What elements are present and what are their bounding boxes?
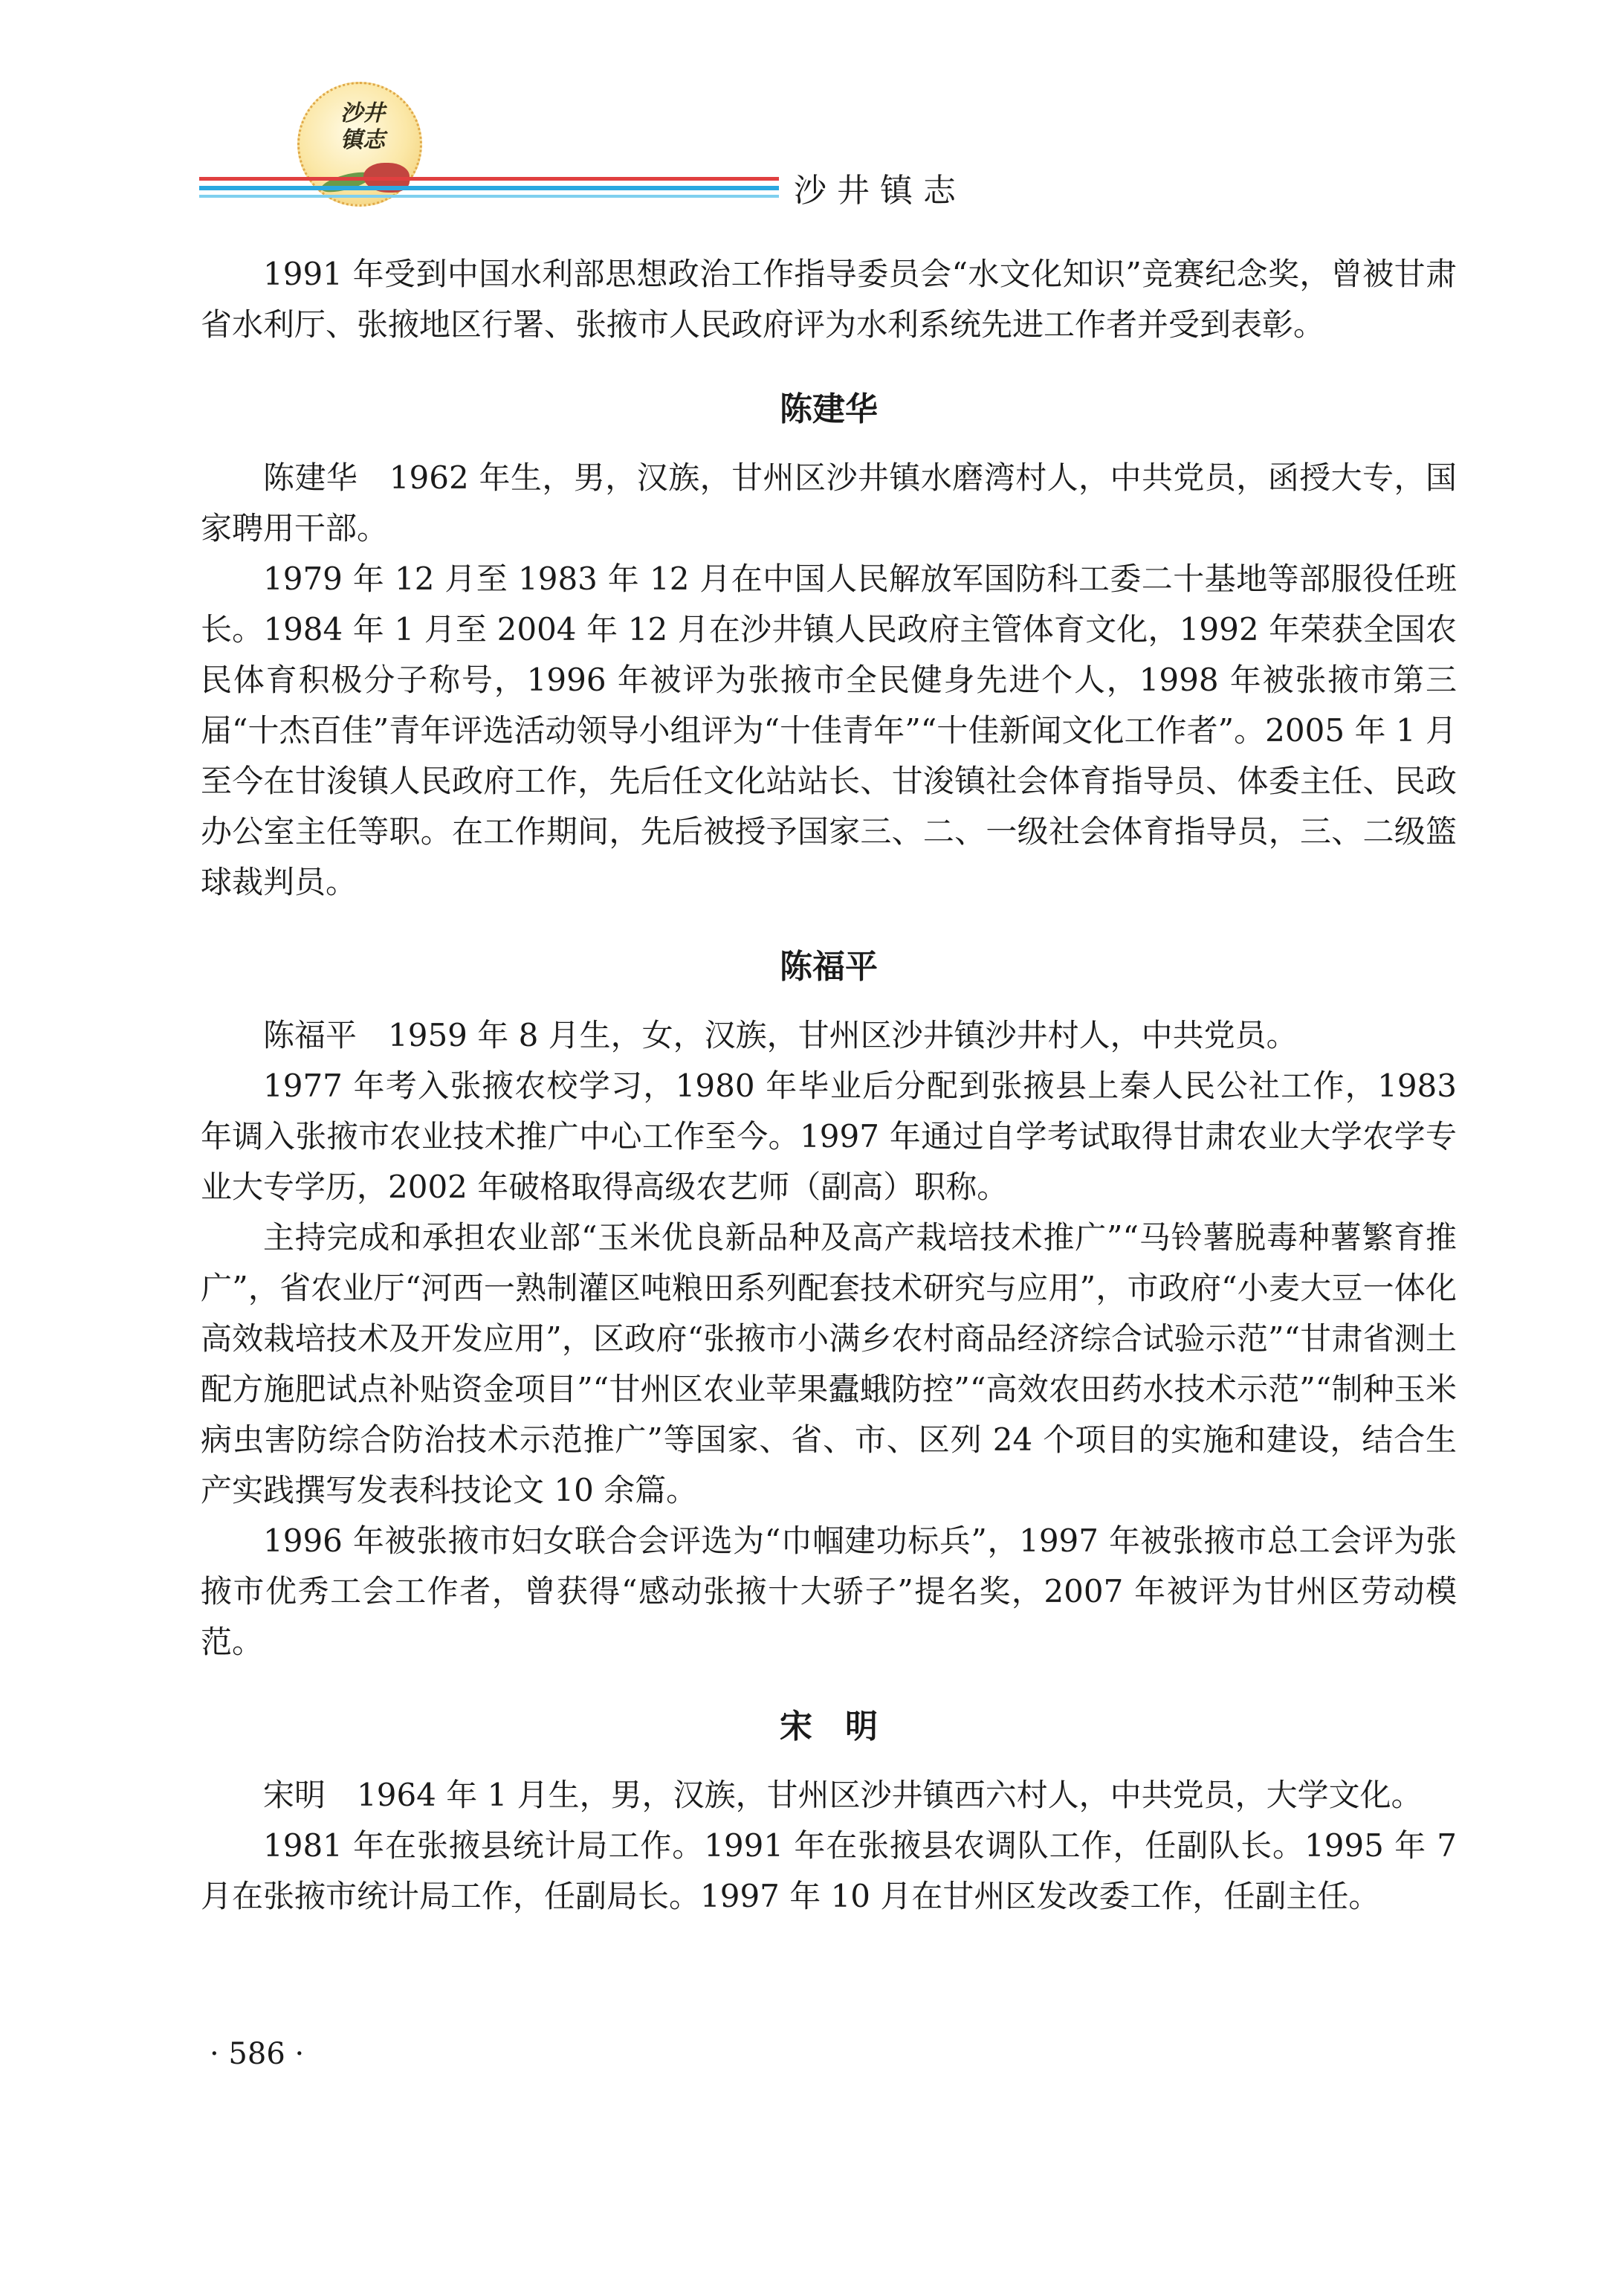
- body-paragraph: 陈福平 1959 年 8 月生，女，汉族，甘州区沙井镇沙井村人，中共党员。: [263, 1017, 1298, 1053]
- body-paragraph: 宋明 1964 年 1 月生，男，汉族，甘州区沙井镇西六村人，中共党员，大学文化。: [263, 1777, 1423, 1813]
- body-paragraph: 1991 年受到中国水利部思想政治工作指导委员会“水文化知识”竞赛纪念奖，曾被甘肃省水利厅、张掖地区行署、张掖市人民政府评为水利系统先进工作者并受到表彰。: [201, 256, 1457, 343]
- body-paragraph: 1996 年被张掖市妇女联合会评选为“巾帼建功标兵”，1997 年被张掖市总工会评为张掖市优秀工会工作者，曾获得“感动张掖十大骄子”提名奖，2007 年被评为甘州区劳动模范。: [201, 1522, 1457, 1660]
- logo-lettering: 沙井 镇志: [340, 100, 385, 153]
- running-title: 沙井镇志: [794, 172, 966, 210]
- body-paragraph: 1979 年 12 月至 1983 年 12 月在中国人民解放军国防科工委二十基地等部服役任班长。1984 年 1 月至 2004 年 12 月在沙井镇人民政府主管体育文化，1992 年荣获全国农民体育积极分子称号，1996 年被评为张掖市全民健身先进个人，1998 年被张掖市第三届“十杰百佳”青年评选活动领导小组评为“十佳青年”“十佳新闻文化工作者”。2005 年 1 月至今在甘浚镇人民政府工作，先后任文化站站长、甘浚镇社会体育指导员、体委主任、民政办公室主任等职。在工作期间，先后被授予国家三、二、一级社会体育指导员，三、二级篮球裁判员。: [201, 561, 1457, 900]
- header-rule-light-blue: [199, 195, 779, 198]
- body-paragraph: 陈建华 1962 年生，男，汉族，甘州区沙井镇水磨湾村人，中共党员，函授大专，国家聘用干部。: [201, 459, 1457, 546]
- page-header: [0, 0, 1624, 223]
- person-heading: 陈建华: [780, 390, 878, 428]
- person-heading: 陈福平: [780, 948, 878, 986]
- header-rule-red: [199, 177, 779, 181]
- body-paragraph: 1977 年考入张掖农校学习，1980 年毕业后分配到张掖县上秦人民公社工作，1983 年调入张掖市农业技术推广中心工作至今。1997 年通过自学考试取得甘肃农业大学农学专业大专学历，2002 年破格取得高级农艺师（副高）职称。: [201, 1068, 1457, 1205]
- page-number: · 586 ·: [210, 2037, 305, 2071]
- header-rule-blue: [199, 186, 779, 190]
- body-paragraph: 主持完成和承担农业部“玉米优良新品种及高产栽培技术推广”“马铃薯脱毒种薯繁育推广”，省农业厅“河西一熟制灌区吨粮田系列配套技术研究与应用”，市政府“小麦大豆一体化高效栽培技术及开发应用”，区政府“张掖市小满乡农村商品经济综合试验示范”“甘肃省测土配方施肥试点补贴资金项目”“甘州区农业苹果蠹蛾防控”“高效农田药水技术示范”“制种玉米病虫害防综合防治技术示范推广”等国家、省、市、区列 24 个项目的实施和建设，结合生产实践撰写发表科技论文 10 余篇。: [201, 1219, 1457, 1508]
- body-paragraph: 1981 年在张掖县统计局工作。1991 年在张掖县农调队工作，任副队长。1995 年 7 月在张掖市统计局工作，任副局长。1997 年 10 月在甘州区发改委工作，任副主任。: [201, 1827, 1457, 1914]
- page-body: [201, 249, 1457, 1922]
- person-heading: 宋 明: [780, 1708, 878, 1746]
